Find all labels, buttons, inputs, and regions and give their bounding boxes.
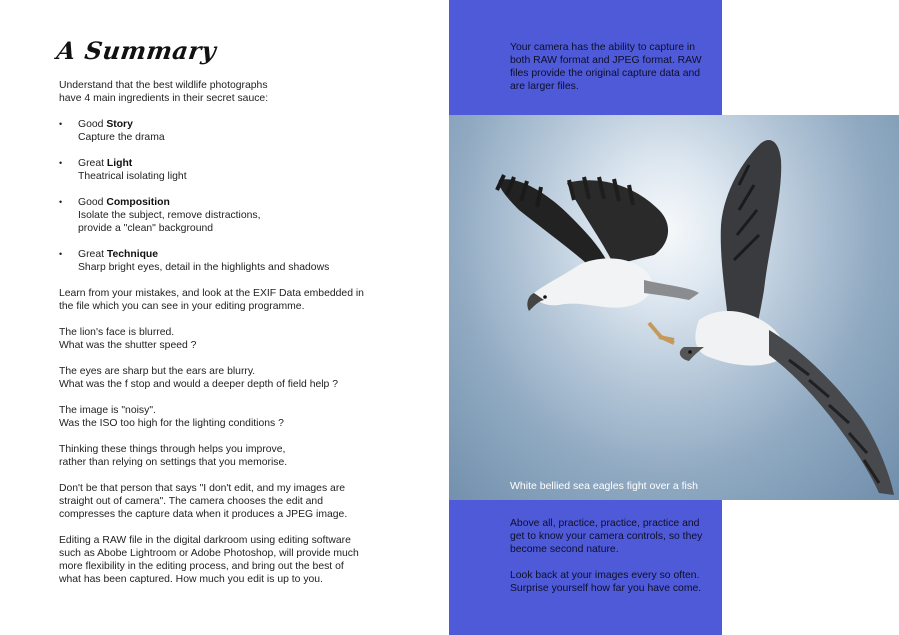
left-page <box>0 0 449 635</box>
page-title: A Summary <box>54 36 219 65</box>
raw-editing-paragraph: Editing a RAW file in the digital darkroom using editing software such as Abobe Lightroom or Adobe Photoshop, will provide much more flexibility in the editing process, and bring out the best of what has been captured. How much you edit is up to you. <box>59 535 359 585</box>
ingredient-keyword: Technique <box>106 249 159 260</box>
ingredient-keyword: Composition <box>106 197 170 208</box>
fstop-paragraph: The eyes are sharp but the ears are blurry. What was the f stop and would a deeper depth of field help ? <box>59 366 338 390</box>
ingredient-keyword: Light <box>106 158 133 169</box>
ingredient-prefix: Good <box>78 119 107 130</box>
raw-info-box <box>449 0 722 115</box>
exif-paragraph: Learn from your mistakes, and look at the EXIF Data embedded in the file which you can see in your editing programme. <box>59 288 364 312</box>
bullet-icon: • <box>59 249 63 259</box>
ingredient-item <box>59 157 399 183</box>
ingredients-list <box>59 118 399 274</box>
ingredient-item <box>59 196 399 235</box>
ingredient-keyword: Story <box>106 119 133 130</box>
ingredient-prefix: Good <box>78 197 107 208</box>
ingredient-prefix: Great <box>78 158 107 169</box>
ingredient-description: Sharp bright eyes, detail in the highlights and shadows <box>78 262 330 273</box>
jpeg-paragraph: Don't be that person that says "I don't edit, and my images are straight out of camera". The camera chooses the edit and compresses the capture data when it produces a JPEG image. <box>59 483 348 520</box>
ingredient-description: Isolate the subject, remove distractions, provide a "clean" background <box>78 210 261 234</box>
left-eagle <box>497 175 699 343</box>
practice-text: Above all, practice, practice, practice and get to know your camera controls, so they become second nature. <box>510 518 703 555</box>
bullet-icon: • <box>59 197 63 207</box>
bullet-icon: • <box>59 119 63 129</box>
look-back-text: Look back at your images every so often. Surprise yourself how far you have come. <box>510 570 702 594</box>
ingredient-description: Theatrical isolating light <box>78 171 187 182</box>
eagles-photo <box>449 115 899 500</box>
shutter-paragraph: The lion's face is blurred. What was the shutter speed ? <box>59 327 197 351</box>
ingredient-item <box>59 118 399 144</box>
ingredient-item <box>59 248 399 274</box>
right-eagle <box>659 140 894 495</box>
improve-paragraph: Thinking these things through helps you improve, rather than relying on settings that you memorise. <box>59 444 288 468</box>
ingredient-prefix: Great <box>78 249 107 260</box>
eagles-illustration <box>449 115 899 500</box>
summary-body <box>59 79 399 599</box>
ingredient-description: Capture the drama <box>78 132 165 143</box>
bullet-icon: • <box>59 158 63 168</box>
photo-caption: White bellied sea eagles fight over a fish <box>510 480 698 492</box>
practice-box <box>449 500 722 635</box>
iso-paragraph: The image is "noisy". Was the ISO too high for the lighting conditions ? <box>59 405 284 429</box>
intro-paragraph: Understand that the best wildlife photographs have 4 main ingredients in their secret sauce: <box>59 80 269 104</box>
raw-info-text: Your camera has the ability to capture in both RAW format and JPEG format. RAW files provide the original capture data and are larger files. <box>510 42 702 92</box>
